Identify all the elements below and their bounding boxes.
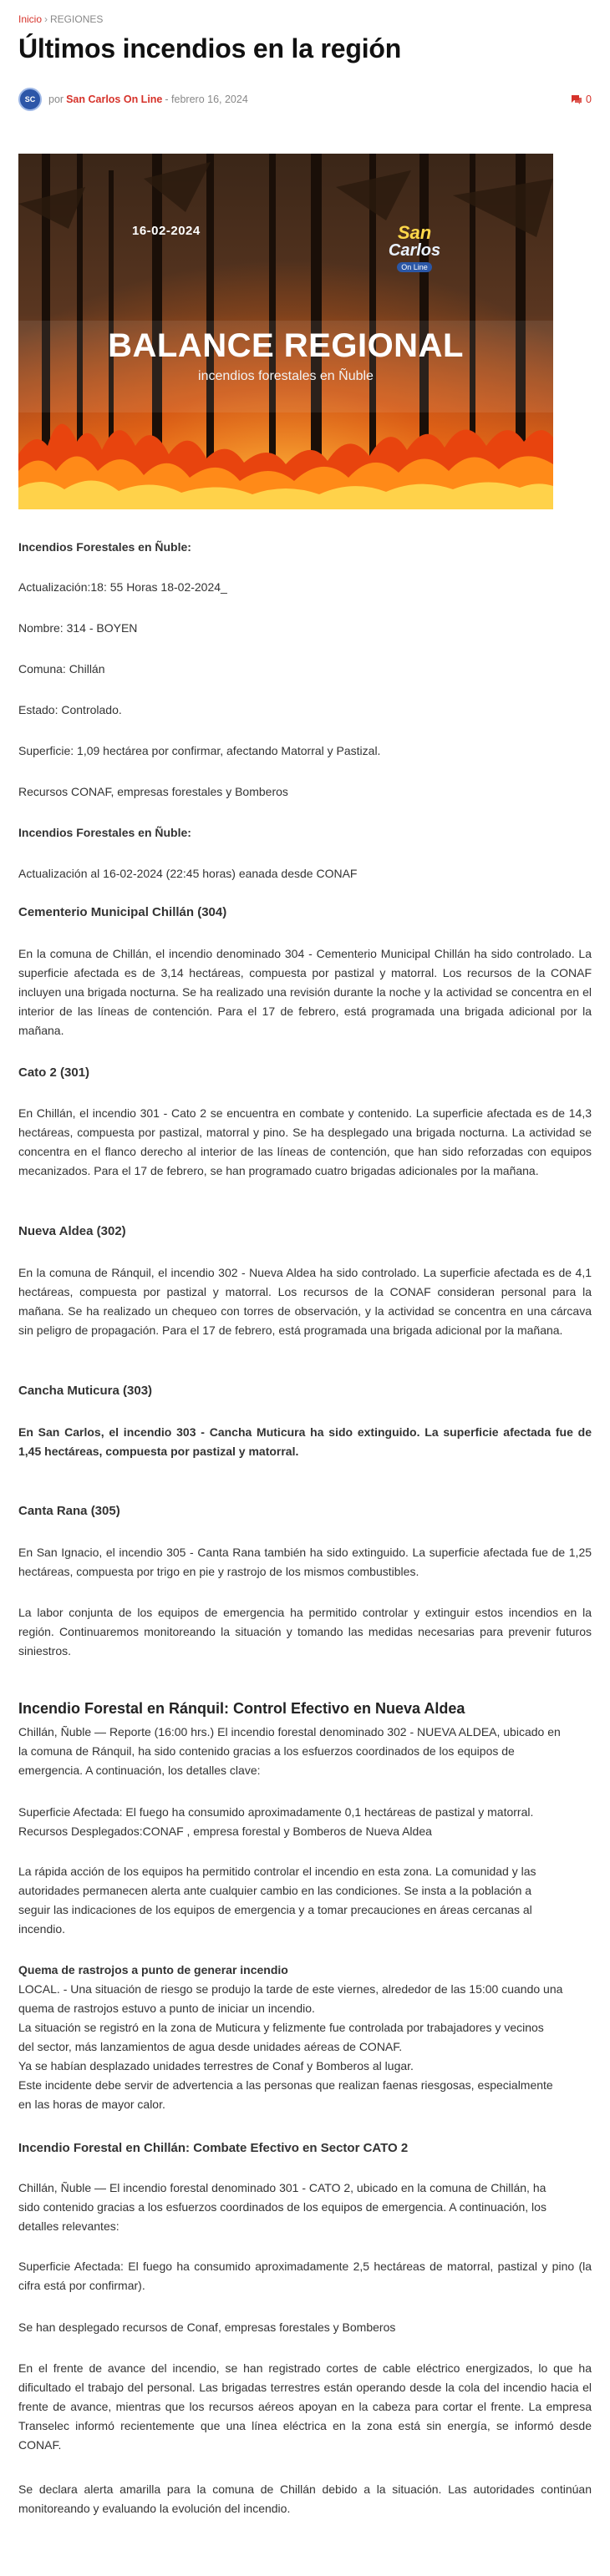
logo-line-1: San — [397, 222, 432, 243]
quema-heading: Quema de rastrojos a punto de generar incendio — [18, 1963, 288, 1976]
post-meta — [18, 89, 592, 110]
report1-resources: Recursos CONAF, empresas forestales y Bomberos — [18, 785, 288, 798]
quema-line: Ya se habían desplazado unidades terrestres de Conaf y Bomberos al lugar. — [18, 2059, 414, 2072]
fire-line: 1,25 hectáreas, compuesta por trigo en pie y rastrojo de los mismos combustibles. — [18, 1546, 592, 1578]
cato-front-line: La empresa Transelec informó recientemente que una línea eléctrica en la zona está sin energía, se — [18, 2400, 592, 2432]
ranquil-intro-line: la comuna de Ránquil, ha sido contenido gracias a los esfuerzos coordinados de los equipos de — [18, 1744, 515, 1758]
fire-title: Cato 2 (301) — [18, 1065, 90, 1080]
fire-title: Cementerio Municipal Chillán (304) — [18, 905, 227, 919]
cato-surface-line: pino (la cifra está por confirmar). — [18, 2260, 592, 2292]
ranquil-resources: Recursos Desplegados:CONAF , empresa forestal y Bomberos de Nueva Aldea — [18, 1824, 432, 1838]
meta-dash: - — [165, 94, 169, 105]
fire-paragraph — [18, 944, 592, 1040]
fire-title: Cancha Muticura (303) — [18, 1384, 153, 1398]
fire-title: Canta Rana (305) — [18, 1504, 120, 1518]
logo-line-2: Carlos — [388, 241, 441, 260]
fire-paragraph — [18, 1104, 592, 1181]
comments-count: 0 — [586, 94, 592, 105]
report1-update: Actualización:18: 55 Horas 18-02-2024_ — [18, 580, 227, 594]
cato-front-line: En el frente de avance del incendio, se han registrado cortes de cable eléctrico energizados, lo que ha — [18, 2361, 592, 2375]
quema-line: del sector, más lanzamientos de agua desde unidades aéreas de CONAF. — [18, 2040, 403, 2053]
ranquil-action-line: autoridades permanecen alerta ante cualquier cambio en las condiciones. Se insta a la población a — [18, 1884, 532, 1897]
quema-paragraph — [18, 1980, 592, 2114]
quema-line: en las horas de mayor calor. — [18, 2098, 165, 2111]
cato-surface-line: Superficie Afectada: El fuego ha consumido aproximadamente 2,5 hectáreas de matorral, pastizal y — [18, 2260, 548, 2273]
report1-status: Estado: Controlado. — [18, 703, 122, 716]
fire-paragraph — [18, 1423, 592, 1461]
page-title: Últimos incendios en la región — [18, 33, 402, 63]
fire-line: reforzadas con equipos mecanizados. Para el 17 de febrero, se han programado cuatro brigadas — [18, 1145, 592, 1177]
hero-headline: BALANCE REGIONAL — [108, 327, 464, 364]
ranquil-surface: Superficie Afectada: El fuego ha consumido aproximadamente 0,1 hectáreas de pastizal y matorral. — [18, 1805, 534, 1819]
fire-line: controlado. La superficie afectada es de 3,14 hectáreas, compuesta por pastizal y matorral. Los — [18, 947, 592, 979]
fire-line: de 4,1 hectáreas, compuesta por pastizal y matorral. Los recursos de la CONAF consideran personal — [18, 1266, 592, 1298]
report2-update: Actualización al 16-02-2024 (22:45 horas) eanada desde CONAF — [18, 867, 358, 880]
ranquil-intro-line: Chillán, Ñuble — Reporte (16:00 hrs.) El incendio forestal denominado 302 - NUEVA ALDEA, ubicado en — [18, 1725, 561, 1738]
fire-line: una brigada adicional por la mañana. — [18, 1005, 592, 1037]
brand-logo — [381, 224, 448, 274]
comment-icon — [571, 94, 582, 104]
ranquil-intro-line: emergencia. A continuación, los detalles clave: — [18, 1764, 261, 1777]
cato-intro — [18, 2179, 592, 2236]
closing-paragraph — [18, 1603, 592, 1661]
report1-heading: Incendios Forestales en Ñuble: — [18, 540, 191, 554]
logo-line-3: On Line — [397, 262, 432, 272]
cato-alert-line: monitoreando y evaluando la evolución del incendio. — [18, 2502, 291, 2515]
breadcrumb — [18, 13, 103, 25]
hero-subheadline: incendios forestales en Ñuble — [198, 369, 374, 383]
cato-intro-line: sido contenido gracias a los esfuerzos coordinados de los equipos de emergencia. A continuación, los — [18, 2200, 546, 2214]
cato-alert-line: Se declara alerta amarilla para la comuna de Chillán debido a la situación. Las autoridades continúan — [18, 2482, 592, 2496]
meta-by: por — [48, 94, 64, 105]
cato-front-line: hacia el frente de avance, mientras que los recursos aéreos apoyan en la cabeza para cortar el frente. — [18, 2381, 592, 2413]
breadcrumb-separator: › — [44, 13, 48, 25]
fire-title: Nueva Aldea (302) — [18, 1224, 126, 1238]
fire-line: 1,45 hectáreas, compuesta por pastizal y matorral. — [18, 1445, 299, 1458]
comments-link[interactable] — [571, 94, 592, 105]
quema-line: quema de rastrojos estuvo a punto de iniciar un incendio. — [18, 2002, 315, 2015]
ranquil-action-line: incendio. — [18, 1922, 66, 1936]
fire-line: En la comuna de Ránquil, el incendio 302 - Nueva Aldea ha sido controlado. La superficie afectada es — [18, 1266, 555, 1279]
fire-line: recursos de la CONAF incluyen una brigada nocturna. Se ha realizado una revisión durante la noche y la — [18, 966, 592, 999]
ranquil-details — [18, 1803, 592, 1841]
quema-line: La situación se registró en la zona de Muticura y felizmente fue controlada por trabajadores y vecinos — [18, 2021, 544, 2034]
ranquil-action — [18, 1862, 592, 1939]
fire-line: una cárcava sin peligro de propagación. Para el 17 de febrero, está programada una brigada adicional — [18, 1304, 592, 1337]
cato-front-line: dificultado el trabajo del personal. Las brigadas terrestres están operando desde la cola del incendio — [18, 2381, 547, 2394]
report1-name: Nombre: 314 - BOYEN — [18, 621, 138, 635]
quema-line: LOCAL. - Una situación de riesgo se produjo la tarde de este viernes, alrededor de las 15:00 cuando una — [18, 1982, 563, 1996]
fire-line: En San Ignacio, el incendio 305 - Canta Rana también ha sido extinguido. La superficie afectada fue de — [18, 1546, 566, 1559]
quema-line: Este incidente debe servir de advertencia a las personas que realizan faenas riesgosas, especialmente — [18, 2078, 553, 2092]
fire-line: por la mañana. — [485, 1323, 563, 1337]
fire-line: actividad se concentra en el flanco derecho al interior de las líneas de contención, que han sido — [18, 1126, 592, 1158]
ranquil-intro — [18, 1723, 592, 1780]
cato-intro-line: detalles relevantes: — [18, 2219, 119, 2233]
author-avatar[interactable]: SC — [18, 88, 42, 111]
cato-resources: Se han desplegado recursos de Conaf, empresas forestales y Bomberos — [18, 2320, 396, 2334]
fire-line: actividad se concentra en el interior de las líneas de contención. Para el 17 de febrero, está programada — [18, 985, 592, 1018]
cato-heading: Incendio Forestal en Chillán: Combate Efectivo en Sector CATO 2 — [18, 2141, 409, 2155]
cato-surface — [18, 2257, 592, 2295]
hero-date: 16-02-2024 — [132, 224, 201, 238]
breadcrumb-home-link[interactable]: Inicio — [18, 13, 43, 25]
fire-line: 14,3 hectáreas, compuesta por pastizal, matorral y pino. Se ha desplegado una brigada nocturna. La — [18, 1106, 592, 1139]
fire-line: para la mañana. Se ha realizado un chequeo con torres de observación, y la actividad se concentra en — [18, 1285, 592, 1318]
fire-paragraph — [18, 1543, 592, 1582]
fire-paragraph — [18, 1263, 592, 1340]
cato-intro-line: Chillán, Ñuble — El incendio forestal denominado 301 - CATO 2, ubicado en la comuna de Chillán, ha — [18, 2181, 546, 2194]
cato-front — [18, 2359, 592, 2455]
ranquil-heading: Incendio Forestal en Ránquil: Control Efectivo en Nueva Aldea — [18, 1700, 465, 1717]
cato-alert — [18, 2480, 592, 2518]
report1-commune: Comuna: Chillán — [18, 662, 105, 676]
report1-surface: Superficie: 1,09 hectárea por confirmar, afectando Matorral y Pastizal. — [18, 744, 381, 757]
fire-line: En la comuna de Chillán, el incendio denominado 304 - Cementerio Municipal Chillán ha sido — [18, 947, 513, 960]
closing-line: región. Continuaremos monitoreando la situación y tomando las medidas necesarias para prevenir — [18, 1625, 551, 1638]
fire-line: En San Carlos, el incendio 303 - Cancha Muticura ha sido extinguido. La superficie afectada fue de — [18, 1425, 592, 1439]
cato-front-line: informó desde CONAF. — [18, 2419, 592, 2452]
ranquil-action-line: seguir las indicaciones de los equipos de emergencia y a tomar precauciones en áreas cercanas al — [18, 1903, 532, 1916]
ranquil-action-line: La rápida acción de los equipos ha permitido controlar el incendio en esta zona. La comunidad y las — [18, 1865, 536, 1878]
fire-line: En Chillán, el incendio 301 - Cato 2 se encuentra en combate y contenido. La superficie afectada es de — [18, 1106, 566, 1120]
closing-line: futuros siniestros. — [18, 1625, 592, 1657]
closing-line: La labor conjunta de los equipos de emergencia ha permitido controlar y extinguir estos incendios en la — [18, 1606, 592, 1619]
report2-heading: Incendios Forestales en Ñuble: — [18, 826, 191, 839]
fire-line: adicionales por la mañana. — [399, 1164, 539, 1177]
post-date: febrero 16, 2024 — [171, 94, 248, 105]
hero-image — [18, 154, 553, 509]
breadcrumb-section: REGIONES — [50, 13, 104, 25]
author-link[interactable]: San Carlos On Line — [66, 94, 163, 105]
